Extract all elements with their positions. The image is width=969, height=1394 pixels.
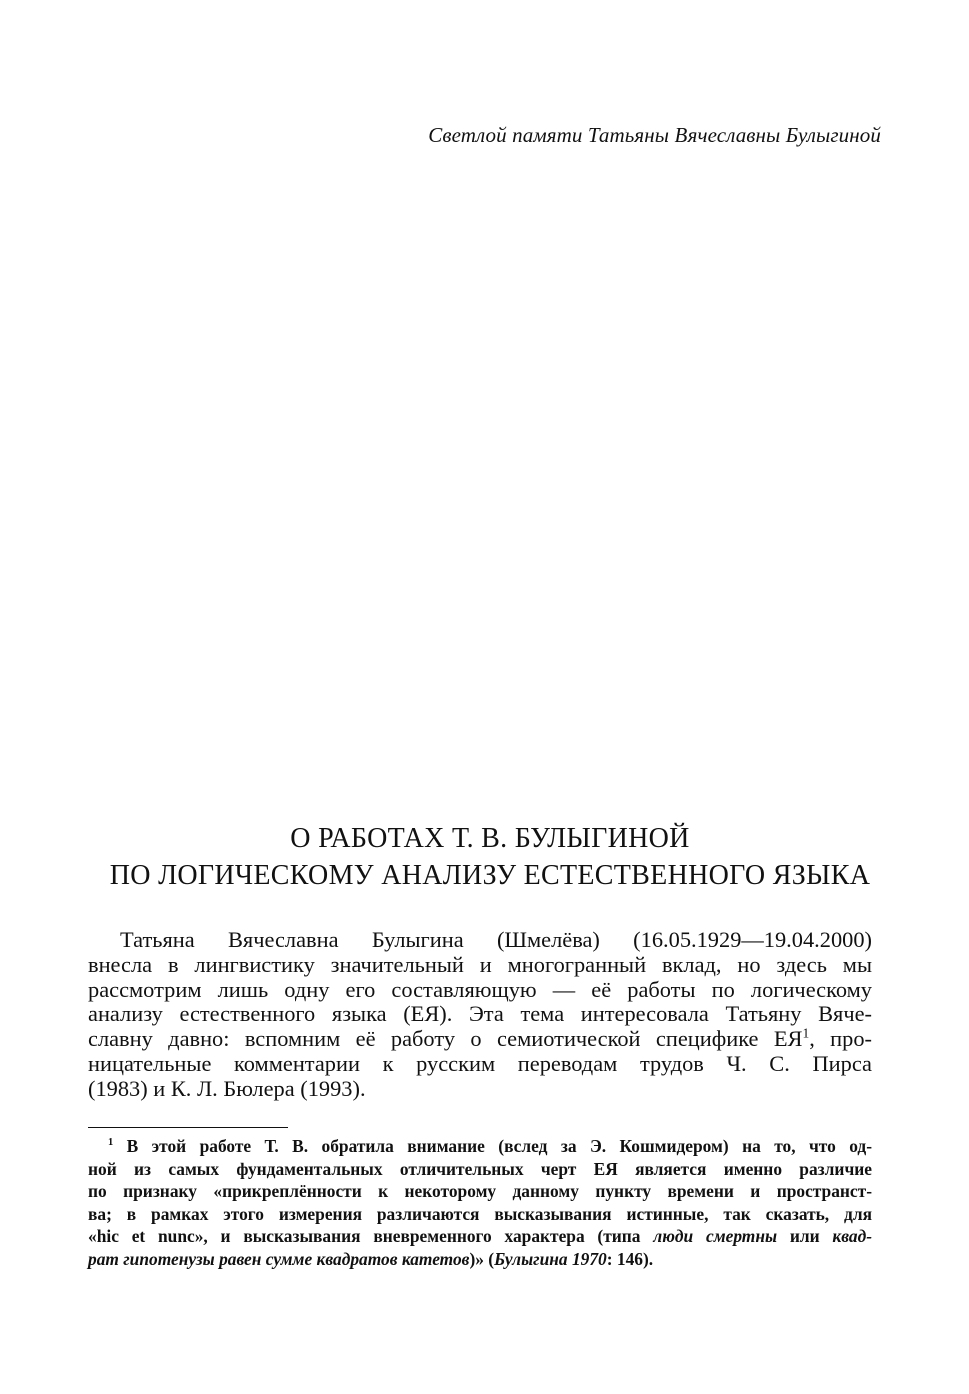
footnote-marker: 1 [108, 1137, 114, 1149]
footnote-example-2-start: квад- [832, 1226, 872, 1247]
body-line-3: рассмотрим лишь одну его составляющую — её работы по логическому [88, 976, 872, 1002]
body-line-4: анализу естественного языка (ЕЯ). Эта тема интересовала Татьяну Вяче- [88, 1001, 872, 1027]
footnote-line-1-text: В этой работе Т. В. обратила внимание (вслед за Э. Кошмидером) на то, что од- [113, 1136, 872, 1156]
footnote-line-6-text: )» ( [469, 1248, 495, 1269]
article-title-line-2: ПО ЛОГИЧЕСКОМУ АНАЛИЗУ ЕСТЕСТВЕННОГО ЯЗЫКА [109, 860, 871, 891]
body-paragraph [88, 928, 872, 1102]
body-line-5-text: славну давно: вспомним её работу о семиотической специфике ЕЯ [88, 1026, 803, 1052]
body-line-7: (1983) и К. Л. Бюлера (1993). [88, 1075, 366, 1101]
footnote-reference: 1 [802, 1025, 810, 1041]
body-line-5 [88, 1027, 872, 1052]
footnote-line-3: по признаку «прикреплённости к некоторому данному пункту времени и пространст- [88, 1181, 872, 1202]
footnote-line-2: ной из самых фундаментальных отличительных черт ЕЯ является именно различие [88, 1158, 872, 1179]
article-title-line-1: О РАБОТАХ Т. В. БУЛЫГИНОЙ [290, 823, 690, 854]
footnote-line-5-text: «hic et nunc», и высказывания вневременного характера (типа [88, 1226, 654, 1247]
footnote-example-1: люди смертны [653, 1226, 778, 1247]
footnote-line-1 [88, 1135, 872, 1158]
body-line-2: внесла в лингвистику значительный и многогранный вклад, но здесь мы [88, 951, 872, 977]
dedication: Светлой памяти Татьяны Вячеславны Булыгиной [428, 123, 881, 147]
body-line-1: Татьяна Вячеславна Булыгина (Шмелёва) (16.05.1929—19.04.2000) [120, 927, 872, 952]
footnote-citation: Булыгина 1970 [494, 1248, 607, 1269]
footnote-example-2-end: рат гипотенузы равен сумме квадратов катетов [88, 1248, 470, 1269]
article-title [60, 820, 920, 894]
footnote-line-4: ва; в рамках этого измерения различаются высказывания истинные, так сказать, для [88, 1203, 872, 1224]
footnote-line-6-end: : 146). [606, 1248, 654, 1269]
body-line-5-end: , про- [809, 1026, 873, 1052]
footnote [88, 1135, 872, 1271]
footnote-line-6 [88, 1248, 872, 1271]
footnote-line-5-or: или [777, 1226, 833, 1247]
footnote-separator [88, 1127, 288, 1128]
footnote-line-5 [88, 1225, 872, 1248]
body-line-6: ницательные комментарии к русским переводам трудов Ч. С. Пирса [88, 1050, 872, 1076]
